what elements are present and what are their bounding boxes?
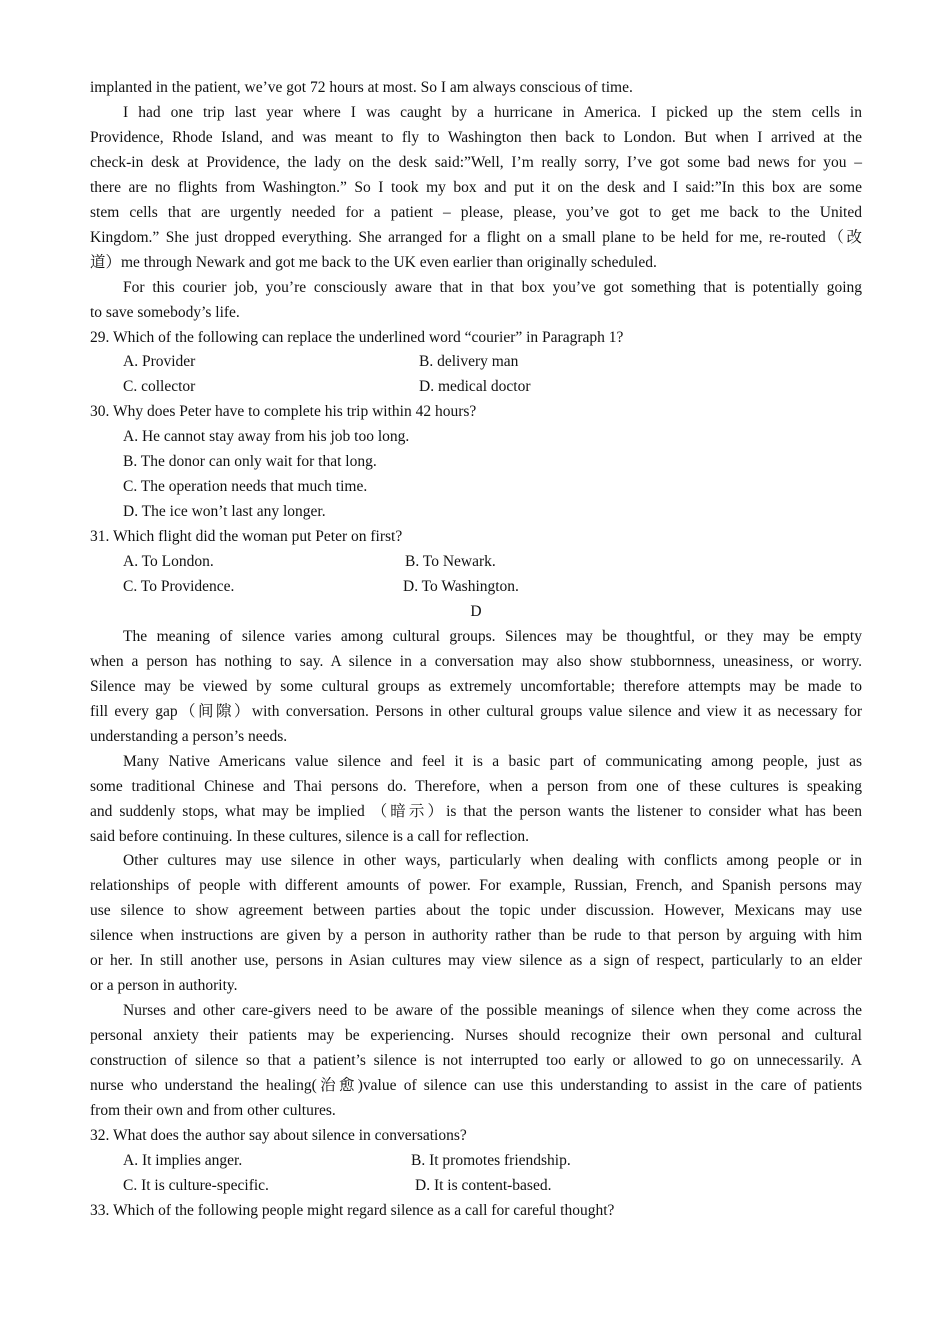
option-d: D. It is content-based. bbox=[415, 1176, 552, 1194]
option-b: B. The donor can only wait for that long. bbox=[123, 453, 377, 471]
option-row bbox=[90, 1149, 862, 1174]
passage-line: nurse who understand the healing(治愈)value of silence can use this understanding to assist in the care of patients bbox=[90, 1077, 862, 1095]
option-c: C. collector bbox=[123, 378, 196, 396]
option-d: D. medical doctor bbox=[419, 378, 531, 396]
passage-line: stem cells that are urgently needed for a patient – please, please, you’ve got to get me back to the United bbox=[90, 203, 862, 221]
passage-line: For this courier job, you’re consciously aware that in that box you’ve got something that is potentially going bbox=[123, 278, 862, 296]
passage-line: there are no flights from Washington.” So I took my box and put it on the desk and I said:”In this box are some bbox=[90, 178, 862, 196]
passage-line: implanted in the patient, we’ve got 72 hours at most. So I am always conscious of time. bbox=[90, 79, 633, 96]
option-c: C. It is culture-specific. bbox=[123, 1176, 269, 1194]
passage-line: Silence may be viewed by some cultural groups as extremely uncomfortable; therefore attempts may be made to bbox=[90, 677, 862, 695]
option-a: A. It implies anger. bbox=[123, 1151, 243, 1169]
option-row bbox=[90, 575, 862, 600]
option-row bbox=[90, 350, 862, 375]
passage-line: and suddenly stops, what may be implied （暗示）is that the person wants the listener to consider what has been bbox=[90, 802, 862, 820]
question-stem: 30. Why does Peter have to complete his trip within 42 hours? bbox=[90, 403, 477, 421]
option-a: A. He cannot stay away from his job too long. bbox=[123, 428, 410, 446]
option-b: B. It promotes friendship. bbox=[411, 1151, 571, 1169]
option-row bbox=[90, 550, 862, 575]
passage-line: construction of silence so that a patient’s silence is not interrupted too early or allowed to go on unnecessarily. A bbox=[90, 1052, 862, 1070]
passage-line: some traditional Chinese and Thai persons do. Therefore, when a person from one of these cultures is speaking bbox=[90, 777, 862, 795]
passage-line: or a person in authority. bbox=[90, 977, 238, 995]
question-stem: 29. Which of the following can replace the underlined word “courier” in Paragraph 1? bbox=[90, 328, 624, 346]
option-b: B. delivery man bbox=[419, 353, 519, 371]
passage-line: personal anxiety their patients may be experiencing. Nurses should recognize their own personal and cultural bbox=[90, 1027, 862, 1045]
passage-line: Other cultures may use silence in other ways, particularly when dealing with conflicts among people or in bbox=[123, 852, 862, 870]
passage-line: or her. In still another use, persons in Asian cultures may view silence as a sign of respect, particularly to an elder bbox=[90, 952, 862, 970]
passage-line: relationships of people with different amounts of power. For example, Russian, French, and Spanish persons may bbox=[90, 877, 862, 895]
passage-line: Nurses and other care-givers need to be aware of the possible meanings of silence when they come across the bbox=[123, 1002, 862, 1020]
passage-line: I had one trip last year where I was caught by a hurricane in America. I picked up the stem cells in bbox=[123, 103, 862, 121]
passage-line: understanding a person’s needs. bbox=[90, 727, 288, 745]
option-a: A. To London. bbox=[123, 553, 214, 571]
passage-line: The meaning of silence varies among cultural groups. Silences may be thoughtful, or they may be empty bbox=[123, 627, 862, 645]
passage-line: silence when instructions are given by a person in authority rather than be rude to that person by arguing with him bbox=[90, 927, 862, 945]
option-b: B. To Newark. bbox=[405, 553, 496, 571]
passage-line: use silence to show agreement between parties about the topic under discussion. However, Mexicans may use bbox=[90, 902, 862, 920]
passage-line: when a person has nothing to say. A silence in a conversation may also show stubbornness, uneasiness, or worry. bbox=[90, 652, 862, 670]
option-row bbox=[90, 1174, 862, 1199]
option-c: C. To Providence. bbox=[123, 578, 235, 596]
option-c: C. The operation needs that much time. bbox=[123, 478, 368, 496]
section-heading: D bbox=[470, 602, 482, 620]
passage-line: Many Native Americans value silence and feel it is a basic part of communicating among people, just as bbox=[123, 752, 862, 770]
question-stem: 32. What does the author say about silence in conversations? bbox=[90, 1126, 467, 1144]
question-stem: 33. Which of the following people might regard silence as a call for careful thought? bbox=[90, 1201, 615, 1219]
passage-line: Kingdom.” She just dropped everything. She arranged for a flight on a small plane to be held for me, re-routed（改 bbox=[90, 228, 862, 246]
question-stem: 31. Which flight did the woman put Peter on first? bbox=[90, 528, 403, 546]
option-d: D. To Washington. bbox=[403, 578, 519, 596]
passage-line: check-in desk at Providence, the lady on the desk said:”Well, I’m really sorry, I’ve got some bad news for you – bbox=[90, 153, 862, 171]
option-d: D. The ice won’t last any longer. bbox=[123, 503, 326, 521]
passage-line: said before continuing. In these cultures, silence is a call for reflection. bbox=[90, 827, 530, 845]
passage-line: from their own and from other cultures. bbox=[90, 1102, 336, 1120]
passage-line: fill every gap（间隙）with conversation. Persons in other cultural groups value silence and view it as necessary for bbox=[90, 702, 862, 720]
option-row bbox=[90, 375, 862, 400]
passage-line: to save somebody’s life. bbox=[90, 303, 240, 321]
option-a: A. Provider bbox=[123, 353, 196, 371]
passage-line: Providence, Rhode Island, and was meant to fly to Washington then back to London. But when I arrived at the bbox=[90, 128, 862, 146]
passage-line: 道）me through Newark and got me back to the UK even earlier than originally scheduled. bbox=[90, 253, 657, 271]
